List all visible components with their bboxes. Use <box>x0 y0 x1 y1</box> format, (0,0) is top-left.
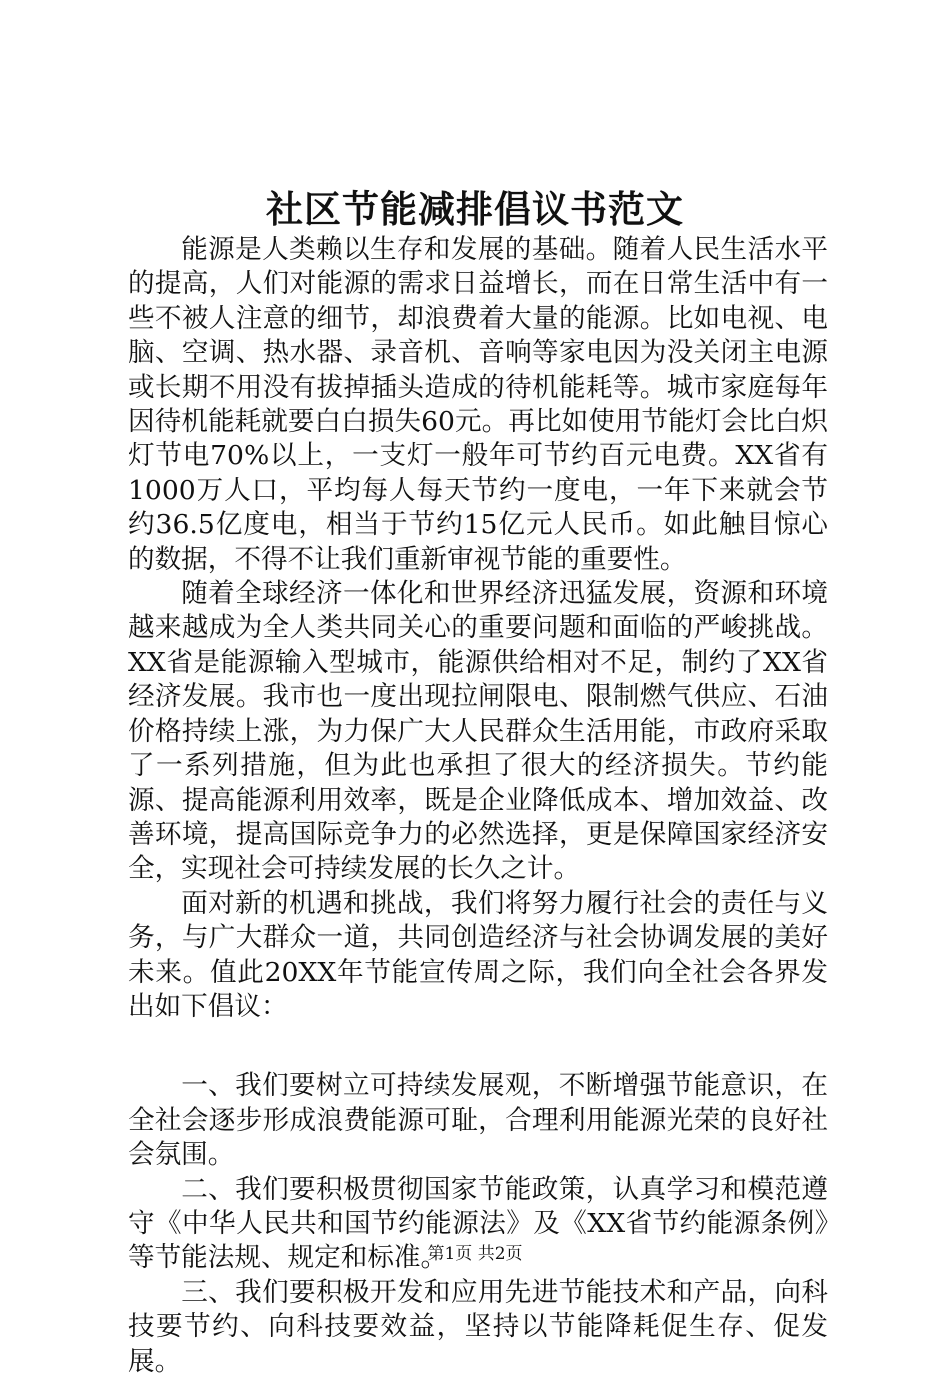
proposal-item-2: 二、我们要积极贯彻国家节能政策，认真学习和模范遵守《中华人民共和国节约能源法》及《XX省节约能源条例》等节能法规、规定和标准。 <box>128 1173 828 1274</box>
document-body <box>128 233 828 1379</box>
paragraph-call: 面对新的机遇和挑战，我们将努力履行社会的责任与义务，与广大群众一道，共同创造经济与社会协调发展的美好未来。值此20XX年节能宣传周之际，我们向全社会各界发出如下倡议： <box>128 887 828 1022</box>
document-title: 社区节能减排倡议书范文 <box>266 187 684 231</box>
page-footer: 第1页 共2页 <box>427 1244 523 1264</box>
paragraph-intro: 能源是人类赖以生存和发展的基础。随着人民生活水平的提高，人们对能源的需求日益增长，而在日常生活中有一些不被人注意的细节，却浪费着大量的能源。比如电视、电脑、空调、热水器、录音机、音响等家电因为没关闭主电源或长期不用没有拔掉插头造成的待机能耗等。城市家庭每年因待机能耗就要白白损失60元。再比如使用节能灯会比白炽灯节电70%以上，一支灯一般年可节约百元电费。XX省有1000万人口，平均每人每天节约一度电，一年下来就会节约36.5亿度电，相当于节约15亿元人民币。如此触目惊心的数据，不得不让我们重新审视节能的重要性。 <box>128 234 828 575</box>
paragraph-background: 随着全球经济一体化和世界经济迅猛发展，资源和环境越来越成为全人类共同关心的重要问题和面临的严峻挑战。XX省是能源输入型城市，能源供给相对不足，制约了XX省经济发展。我市也一度出现拉闸限电、限制燃气供应、石油价格持续上涨，为力保广大人民群众生活用能，市政府采取了一系列措施，但为此也承担了很大的经济损失。节约能源、提高能源利用效率，既是企业降低成本、增加效益、改善环境，提高国际竞争力的必然选择，更是保障国家经济安全，实现社会可持续发展的长久之计。 <box>128 578 828 885</box>
proposal-item-3: 三、我们要积极开发和应用先进节能技术和产品，向科技要节约、向科技要效益，坚持以节能降耗促生存、促发展。 <box>128 1276 828 1377</box>
proposal-item-1: 一、我们要树立可持续发展观，不断增强节能意识，在全社会逐步形成浪费能源可耻，合理利用能源光荣的良好社会氛围。 <box>128 1070 828 1171</box>
paragraph-spacer <box>128 1024 828 1069</box>
